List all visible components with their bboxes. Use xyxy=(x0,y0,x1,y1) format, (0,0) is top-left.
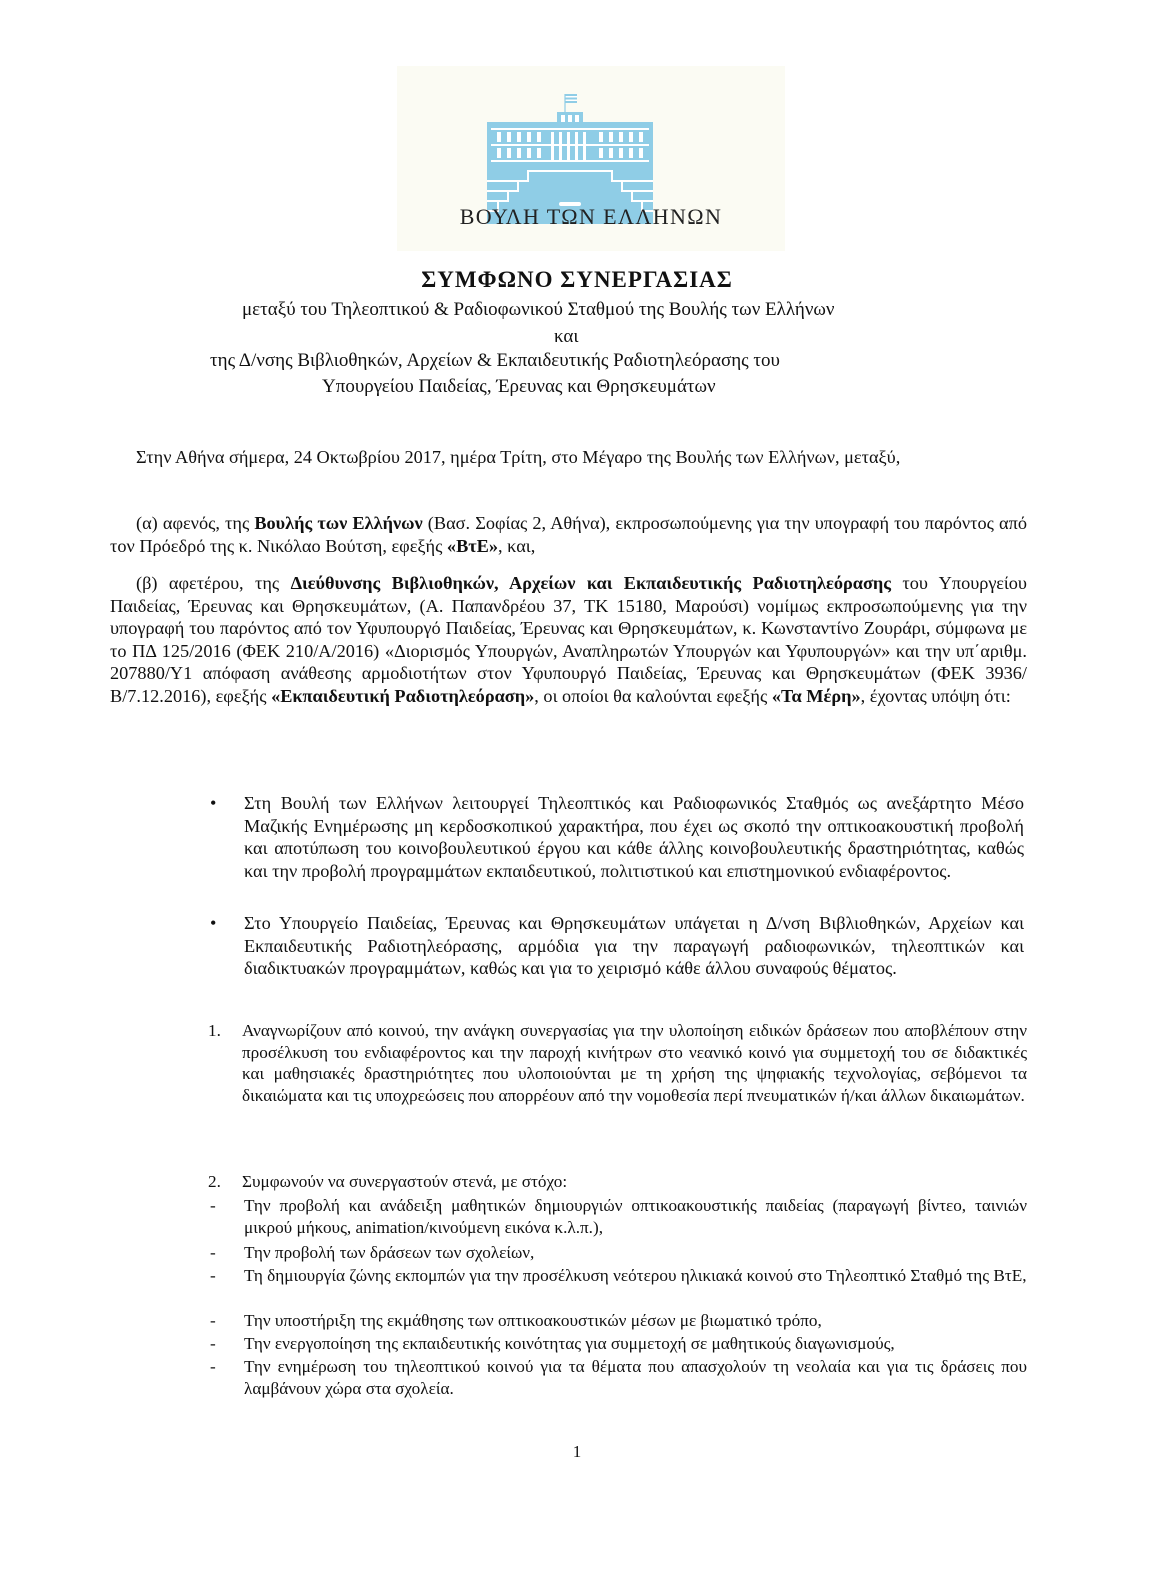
intro-paragraph: Στην Αθήνα σήμερα, 24 Οκτωβρίου 2017, ημέρα Τρίτη, στο Μέγαρο της Βουλής των Ελλήνων, μεταξύ, xyxy=(136,447,901,467)
party-b-paragraph xyxy=(110,572,1027,707)
party-b-name: Διεύθυνσης Βιβλιοθηκών, Αρχείων και Εκπαιδευτικής Ραδιοτηλεόρασης xyxy=(290,573,891,593)
dash-text: Την ενημέρωση του τηλεοπτικού κοινού για τα θέματα που απασχολούν τη νεολαία και για τις δράσεις που λαμβάνουν χώρα στα σχολεία. xyxy=(244,1357,1027,1398)
dash-icon: - xyxy=(210,1196,216,1215)
subtitle-line-1: μεταξύ του Τηλεοπτικού & Ραδιοφωνικού Σταθμού της Βουλής των Ελλήνων xyxy=(242,299,835,320)
party-a-alias: «ΒτΕ» xyxy=(446,535,499,556)
dash-text: Τη δημιουργία ζώνης εκπομπών για την προσέλκυση νεότερου ηλικιακά κοινού στο Τηλεοπτικό Σταθμό της ΒτΕ, xyxy=(244,1266,1027,1285)
dash-icon: - xyxy=(210,1334,216,1353)
item-number: 1. xyxy=(208,1021,221,1040)
item-text: Συμφωνούν να συνεργαστούν στενά, με στόχο: xyxy=(242,1172,568,1191)
party-b-text-3: , οι οποίοι θα καλούνται εφεξής xyxy=(534,685,772,706)
party-a-name: Βουλής των Ελλήνων xyxy=(254,513,423,533)
party-b-text-1: (β) αφετέρου, της xyxy=(136,573,291,593)
logo-text: ΒΟΥΛΗ ΤΩΝ ΕΛΛΗΝΩΝ xyxy=(459,204,723,229)
item-text: Αναγνωρίζουν από κοινού, την ανάγκη συνεργασίας για την υλοποίηση ειδικών δράσεων που αποβλέπουν στην προσέλκυση του ενδιαφέροντος και την παροχή κινήτρων στο νεανικό κοινό για συμμετοχή του σε διδακτικές και μαθησιακές δραστηριότητες που υλοποιούνται με τη χρήση της ψηφιακής τεχνολογίας, σεβόμενοι τα δικαιώματα και τις υποχρεώσεις που απορρέουν από την νομοθεσία περί πνευματικών ή/και άλλων δικαιωμάτων. xyxy=(242,1021,1027,1105)
subtitle-line-4: Υπουργείου Παιδείας, Έρευνας και Θρησκευμάτων xyxy=(322,376,716,397)
bullet-icon: • xyxy=(210,793,217,813)
party-a-text-1: (α) αφενός, της xyxy=(136,513,255,533)
subtitle-line-2: και xyxy=(554,326,579,347)
document-title: ΣΥΜΦΩΝΟ ΣΥΝΕΡΓΑΣΙΑΣ xyxy=(421,267,733,292)
dash-icon: - xyxy=(210,1311,216,1330)
item-number: 2. xyxy=(208,1172,221,1191)
dash-text: Την προβολή των δράσεων των σχολείων, xyxy=(244,1243,535,1262)
bullet-text: Στο Υπουργείο Παιδείας, Έρευνας και Θρησκευμάτων υπάγεται η Δ/νση Βιβλιοθηκών, Αρχείων και Εκπαιδευτικής Ραδιοτηλεόρασης, αρμόδια για την παραγωγή ραδιοφωνικών, τηλεοπτικών και διαδικτυακών προγραμμάτων, καθώς και για το χειρισμό κάθε άλλου συναφούς θέματος. xyxy=(244,913,1024,978)
subtitle-line-3: της Δ/νσης Βιβλιοθηκών, Αρχείων & Εκπαιδευτικής Ραδιοτηλεόρασης του xyxy=(210,350,780,371)
dash-icon: - xyxy=(210,1266,216,1285)
party-b-text-2: του Υπουργείου Παιδείας, Έρευνας και Θρησκευμάτων, (Α. Παπανδρέου 37, ΤΚ 15180, Μαρούσι) νομίμως εκπροσωπούμενης για την υπογραφή του παρόντος από τον Υφυπουργό Παιδείας, Έρευνας και Θρησκευμάτων, κ. Κωνσταντίνο Ζουράρι, σύμφωνα με το ΠΔ 125/2016 (ΦΕΚ 210/Α/2016) «Διορισμός Υπουργών, Αναπληρωτών Υπουργών και Υφυπουργών» και την υπ΄αριθμ. 207880/Υ1 απόφαση ανάθεσης αρμοδιοτήτων στον Υφυπουργό Παιδείας, Έρευνας και Θρησκευμάτων (ΦΕΚ 3936/Β/7.12.2016), εφεξής xyxy=(110,573,1027,706)
dash-text: Την προβολή και ανάδειξη μαθητικών δημιουργιών οπτικοακουστικής παιδείας (παραγωγή βίντεο, ταινιών μικρού μήκους, animation/κινούμενη εικόνα κ.λ.π.), xyxy=(244,1196,1027,1237)
party-a-text-3: , και, xyxy=(498,535,536,556)
party-b-alias: «Εκπαιδευτική Ραδιοτηλεόραση» xyxy=(271,685,535,706)
dash-text: Την ενεργοποίηση της εκπαιδευτικής κοινότητας για συμμετοχή σε μαθητικούς διαγωνισμούς, xyxy=(244,1334,895,1353)
dash-icon: - xyxy=(210,1243,216,1262)
dash-icon: - xyxy=(210,1357,216,1376)
dash-text: Την υποστήριξη της εκμάθησης των οπτικοακουστικών μέσων με βιωματικό τρόπο, xyxy=(244,1311,822,1330)
page-number: 1 xyxy=(572,1442,582,1461)
parties-alias: «Τα Μέρη» xyxy=(771,685,861,706)
bullet-icon: • xyxy=(210,913,217,933)
party-a-paragraph xyxy=(110,512,1027,557)
party-b-text-4: , έχοντας υπόψη ότι: xyxy=(860,685,1011,706)
bullet-text: Στη Βουλή των Ελλήνων λειτουργεί Τηλεοπτικός και Ραδιοφωνικός Σταθμός ως ανεξάρτητο Μέσο Μαζικής Ενημέρωσης μη κερδοσκοπικού χαρακτήρα, που έχει ως σκοπό την οπτικοακουστική προβολή και αποτύπωση του κοινοβουλευτικού έργου και κάθε άλλης κοινοβουλευτικής δραστηριότητας, καθώς και την προβολή προγραμμάτων εκπαιδευτικού, πολιτιστικού και επιστημονικού ενδιαφέροντος. xyxy=(244,793,1024,881)
party-a-text-2: (Βασ. Σοφίας 2, Αθήνα), εκπροσωπούμενης για την υπογραφή του παρόντος από τον Πρόεδρό της κ. Νικόλαο Βούτση, εφεξής xyxy=(110,513,1027,556)
parliament-logo xyxy=(397,66,785,251)
